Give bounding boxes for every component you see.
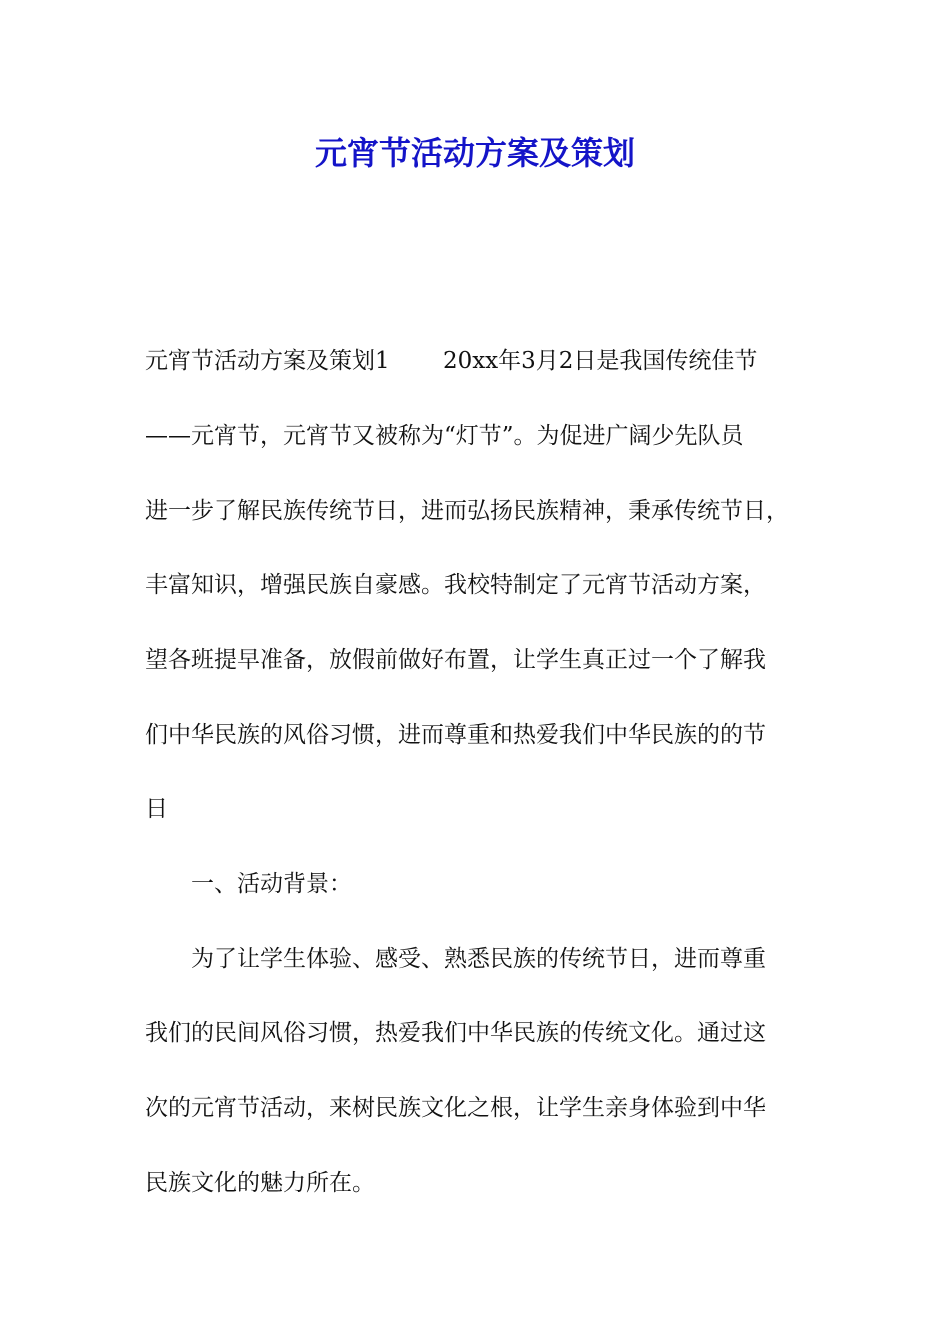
paragraph-line: 我们的民间风俗习惯，热爱我们中华民族的传统文化。通过这 xyxy=(145,1020,766,1046)
paragraph-line: ——元宵节，元宵节又被称为“灯节”。为促进广阔少先队员 xyxy=(145,423,744,449)
paragraph-line: 民族文化的魅力所在。 xyxy=(145,1170,375,1196)
document-title: 元宵节活动方案及策划 xyxy=(314,134,635,172)
paragraph-line: 望各班提早准备，放假前做好布置，让学生真正过一个了解我 xyxy=(145,647,766,673)
paragraph-line: 次的元宵节活动，来树民族文化之根，让学生亲身体验到中华 xyxy=(145,1095,766,1121)
paragraph-line: 们中华民族的风俗习惯，进而尊重和热爱我们中华民族的的节 xyxy=(145,722,766,748)
paragraph-line: 日 xyxy=(145,796,168,822)
section-heading: 一、活动背景： xyxy=(191,871,352,897)
paragraph-line: 丰富知识，增强民族自豪感。我校特制定了元宵节活动方案， xyxy=(145,572,766,598)
paragraph-line: 为了让学生体验、感受、熟悉民族的传统节日，进而尊重 xyxy=(191,946,766,972)
paragraph-line: 元宵节活动方案及策划1 20xx年3月2日是我国传统佳节 xyxy=(145,348,758,374)
paragraph-line: 进一步了解民族传统节日，进而弘扬民族精神，秉承传统节日， xyxy=(145,498,789,524)
